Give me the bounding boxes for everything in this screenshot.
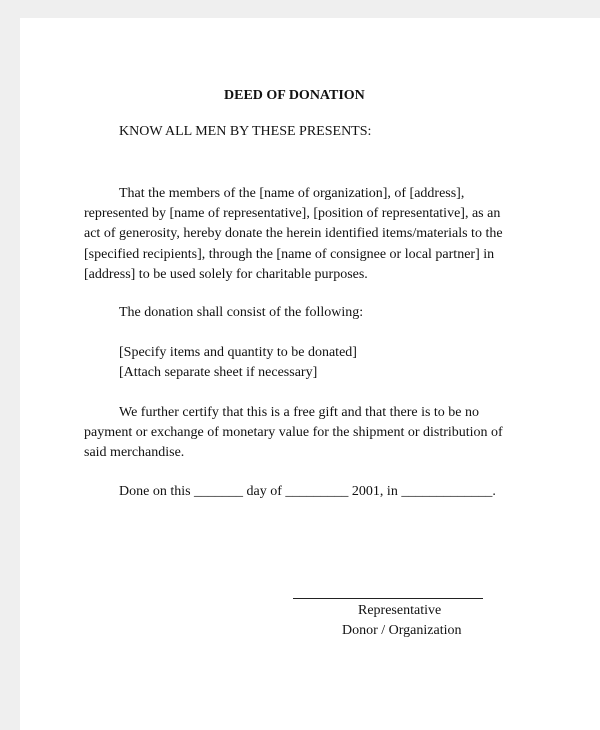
paragraph-line: said merchandise. bbox=[84, 445, 185, 461]
intro-line: KNOW ALL MEN BY THESE PRESENTS: bbox=[119, 124, 372, 139]
signature-line bbox=[293, 598, 483, 599]
paragraph-line: represented by [name of representative], [position of representative], as an bbox=[84, 206, 501, 222]
signature-representative: Representative bbox=[358, 603, 442, 618]
paragraph-line: That the members of the [name of organization], of [address], bbox=[119, 186, 465, 201]
paragraph-donation-statement bbox=[84, 184, 504, 285]
placeholder-item: [Attach separate sheet if necessary] bbox=[119, 365, 318, 381]
paragraph-line: [specified recipients], through the [name of consignee or local partner] in bbox=[84, 246, 495, 262]
signature-donor-organization: Donor / Organization bbox=[342, 623, 462, 638]
done-on-line: Done on this _______ day of _________ 2001, in _____________. bbox=[119, 484, 496, 499]
placeholder-list bbox=[119, 343, 539, 383]
paragraph-line: [address] to be used solely for charitable purposes. bbox=[84, 266, 368, 282]
paragraph-line: payment or exchange of monetary value for the shipment or distribution of bbox=[84, 425, 503, 441]
document-title: DEED OF DONATION bbox=[224, 88, 365, 103]
paragraph-donation-consists: The donation shall consist of the following: bbox=[119, 305, 364, 320]
paragraph-certification bbox=[84, 403, 504, 464]
placeholder-item: [Specify items and quantity to be donated] bbox=[119, 345, 357, 360]
paragraph-line: act of generosity, hereby donate the herein identified items/materials to the bbox=[84, 226, 503, 242]
paragraph-line: We further certify that this is a free gift and that there is to be no bbox=[119, 405, 480, 420]
